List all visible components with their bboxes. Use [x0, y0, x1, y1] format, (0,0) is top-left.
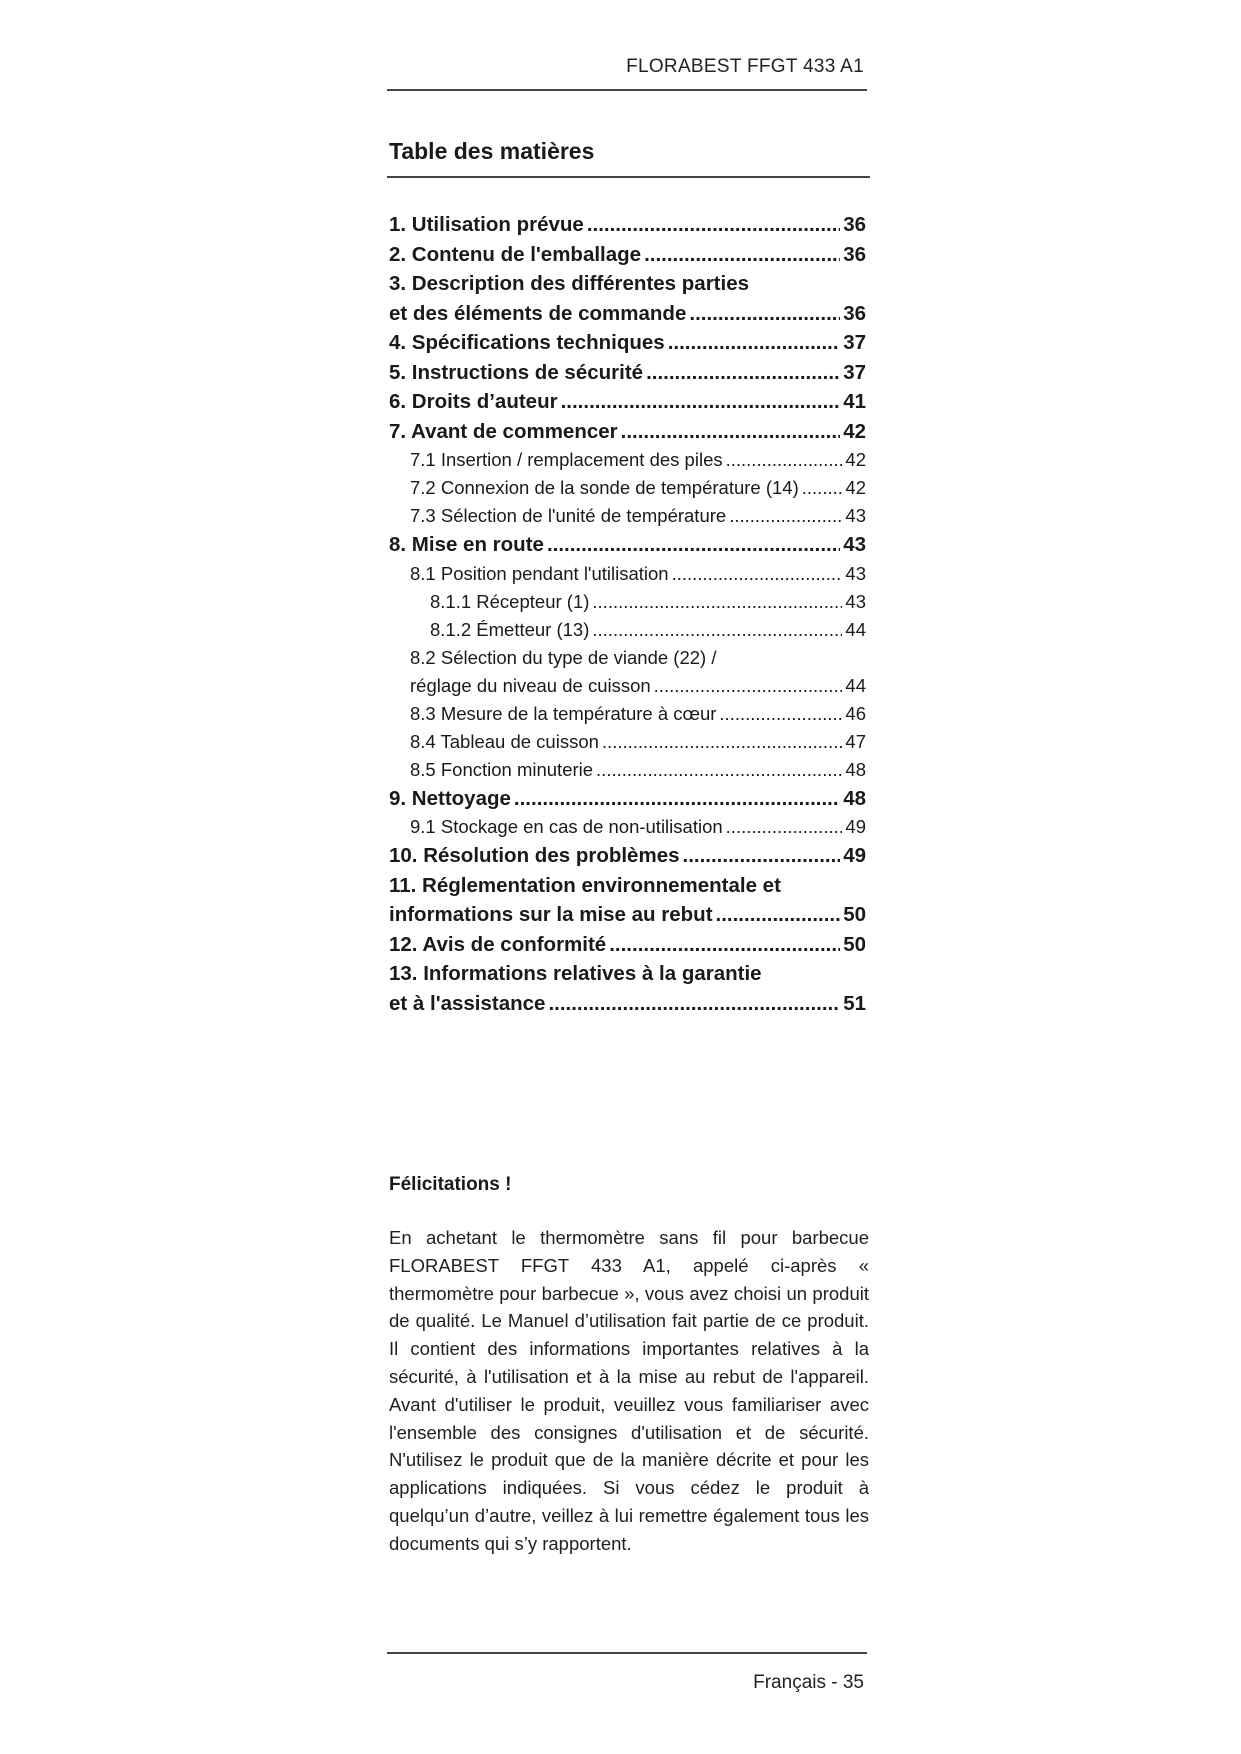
toc-entry-page: 41 — [843, 390, 866, 413]
toc-entry-label: réglage du niveau de cuisson — [410, 674, 651, 696]
toc-entry-page: 47 — [845, 730, 866, 752]
toc-entry-label: 7.2 Connexion de la sonde de température (14) — [410, 477, 799, 498]
toc-subentry[interactable] — [389, 502, 866, 530]
toc-dot-leader — [514, 784, 840, 814]
toc-entry-label: 7. Avant de commencer — [389, 419, 618, 443]
toc-entry[interactable] — [389, 328, 866, 358]
toc-entry-label: 6. Droits d’auteur — [389, 390, 558, 413]
toc-entry-label: 7.1 Insertion / remplacement des piles — [410, 449, 723, 470]
toc-entry-page: 46 — [845, 702, 866, 724]
toc-subentry[interactable] — [389, 672, 866, 700]
toc-entry-page: 36 — [843, 242, 866, 266]
toc-entry-label: 8.2 Sélection du type de viande (22) / — [410, 646, 717, 668]
toc-entry-page: 36 — [843, 213, 866, 236]
toc-entry-label: 8.1.2 Émetteur (13) — [430, 618, 590, 640]
header-divider — [387, 89, 867, 91]
toc-entry[interactable] — [389, 299, 866, 329]
toc-entry-label: 8.5 Fonction minuterie — [410, 758, 594, 780]
toc-entry[interactable] — [389, 417, 866, 447]
intro-paragraph: En achetant le thermomètre sans fil pour barbecue FLORABEST FFGT 433 A1, appelé ci-après « thermomètre pour barbecue », vous avez choisi un produit de qualité. Le Manuel d’utilisation fait partie de ce produit. Il contient des informations importantes relatives à la sécurité, à l'utilisation et à la mise au rebut de l'appareil. Avant d'utiliser le produit, veuillez vous familiariser avec l'ensemble des consignes d'utilisation et de sécurité. N'utilisez le produit que de la manière décrite et pour les applications indiquées. Si vous cédez le produit à quelqu’un d’autre, veillez à lui remettre également tous les documents qui s’y rapportent. — [389, 1227, 869, 1554]
toc-dot-leader — [596, 756, 842, 784]
toc-entry-label: 8.1 Position pendant l'utilisation — [410, 562, 669, 584]
toc-dot-leader — [592, 616, 842, 644]
toc-entry-label: et des éléments de commande — [389, 301, 687, 325]
toc-dot-leader — [587, 210, 840, 240]
toc-subentry[interactable] — [389, 588, 866, 616]
toc-dot-leader — [654, 672, 843, 700]
toc-dot-leader — [802, 474, 843, 502]
toc-entry[interactable] — [389, 959, 866, 989]
toc-dot-leader — [729, 502, 842, 530]
toc-entry-page: 43 — [845, 590, 866, 612]
toc-entry[interactable] — [389, 871, 866, 901]
congratulations-heading: Félicitations ! — [389, 1174, 512, 1195]
toc-subentry[interactable] — [389, 644, 866, 672]
toc-entry[interactable] — [389, 358, 866, 388]
toc-entry-page: 43 — [845, 562, 866, 584]
toc-entry-label: 8.4 Tableau de cuisson — [410, 730, 599, 752]
toc-entry-page: 44 — [845, 618, 866, 640]
toc-dot-leader — [726, 813, 843, 841]
toc-entry-page: 43 — [843, 533, 866, 556]
toc-dot-leader — [561, 387, 841, 417]
toc-title-divider — [387, 176, 870, 178]
toc-entry-page: 44 — [845, 674, 866, 696]
toc-entry-page: 42 — [845, 477, 866, 498]
toc-entry-label: 9.1 Stockage en cas de non-utilisation — [410, 816, 723, 837]
toc-entry-label: 4. Spécifications techniques — [389, 331, 665, 354]
toc-entry-label: 7.3 Sélection de l'unité de température — [410, 505, 727, 526]
toc-entry-label: 13. Informations relatives à la garantie — [389, 962, 762, 985]
toc-entry[interactable] — [389, 989, 866, 1019]
toc-entry[interactable] — [389, 784, 866, 814]
toc-entry[interactable] — [389, 210, 866, 240]
table-of-contents — [389, 210, 866, 1018]
toc-entry[interactable] — [389, 269, 866, 299]
toc-entry[interactable] — [389, 240, 866, 270]
toc-dot-leader — [621, 417, 841, 447]
toc-entry-page: 43 — [845, 505, 866, 526]
toc-entry-page: 49 — [843, 844, 866, 867]
toc-entry[interactable] — [389, 930, 866, 960]
toc-entry-page: 48 — [845, 758, 866, 780]
toc-entry-page: 37 — [843, 331, 866, 354]
toc-entry-label: et à l'assistance — [389, 991, 546, 1015]
toc-subentry[interactable] — [389, 446, 866, 474]
toc-dot-leader — [644, 240, 840, 270]
toc-dot-leader — [716, 900, 841, 930]
toc-dot-leader — [592, 588, 842, 616]
footer-divider — [387, 1652, 867, 1654]
toc-subentry[interactable] — [389, 700, 866, 728]
toc-dot-leader — [683, 841, 841, 871]
toc-entry[interactable] — [389, 900, 866, 930]
toc-entry-label: 8.3 Mesure de la température à cœur — [410, 702, 717, 724]
toc-entry-label: 8. Mise en route — [389, 533, 544, 556]
toc-entry-label: 8.1.1 Récepteur (1) — [430, 590, 590, 612]
toc-dot-leader — [726, 446, 843, 474]
toc-dot-leader — [719, 700, 842, 728]
toc-dot-leader — [547, 530, 840, 560]
toc-entry-page: 37 — [843, 360, 866, 384]
toc-entry-page: 48 — [843, 786, 866, 810]
toc-entry-page: 49 — [845, 816, 866, 837]
toc-entry-label: 3. Description des différentes parties — [389, 272, 750, 295]
toc-entry-page: 42 — [843, 419, 866, 443]
footer-page-number: Français - 35 — [753, 1672, 864, 1693]
header-product-name: FLORABEST FFGT 433 A1 — [626, 56, 864, 77]
toc-dot-leader — [668, 328, 840, 358]
toc-entry-label: 1. Utilisation prévue — [389, 213, 584, 236]
toc-entry-label: 10. Résolution des problèmes — [389, 844, 680, 867]
toc-entry-page: 51 — [843, 991, 866, 1015]
toc-dot-leader — [548, 989, 840, 1019]
toc-dot-leader — [646, 358, 840, 388]
toc-entry-page: 36 — [843, 301, 866, 325]
toc-dot-leader — [609, 930, 840, 960]
toc-entry[interactable] — [389, 387, 866, 417]
toc-subentry[interactable] — [389, 728, 866, 756]
toc-dot-leader — [689, 299, 840, 329]
toc-entry-label: informations sur la mise au rebut — [389, 903, 713, 926]
toc-dot-leader — [672, 560, 843, 588]
toc-entry-page: 50 — [843, 932, 866, 956]
toc-subentry[interactable] — [389, 616, 866, 644]
toc-subentry[interactable] — [389, 560, 866, 588]
toc-entry-label: 12. Avis de conformité — [389, 932, 607, 956]
toc-entry-label: 11. Réglementation environnementale et — [389, 873, 781, 897]
toc-entry-label: 2. Contenu de l'emballage — [389, 242, 642, 266]
toc-entry[interactable] — [389, 530, 866, 560]
toc-dot-leader — [602, 728, 843, 756]
toc-title: Table des matières — [389, 138, 595, 164]
toc-subentry[interactable] — [389, 474, 866, 502]
toc-entry-page: 50 — [843, 903, 866, 926]
toc-entry-label: 5. Instructions de sécurité — [389, 360, 644, 384]
toc-subentry[interactable] — [389, 813, 866, 841]
toc-entry-page: 42 — [845, 449, 866, 470]
toc-entry-label: 9. Nettoyage — [389, 786, 511, 810]
toc-entry[interactable] — [389, 841, 866, 871]
toc-subentry[interactable] — [389, 756, 866, 784]
